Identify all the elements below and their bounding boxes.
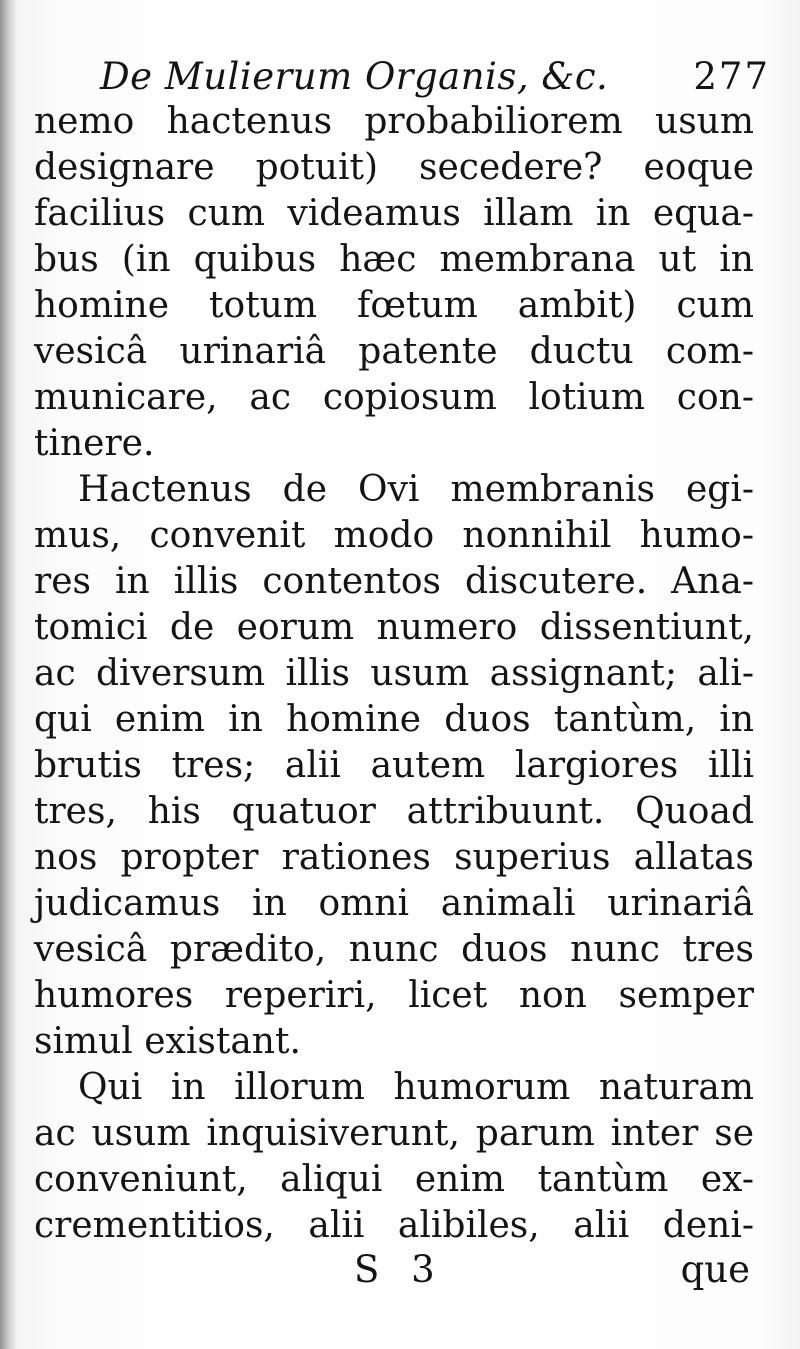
text-line: tres, his quatuor attribuunt. Quoad xyxy=(34,791,754,832)
text-line: nemo hactenus probabiliorem usum xyxy=(34,101,754,142)
text-line: vesicâ prædito, nunc duos nunc tres xyxy=(34,929,754,970)
text-line: conveniunt, aliqui enim tantùm ex- xyxy=(34,1159,754,1200)
text-line: mus, convenit modo nonnihil humo- xyxy=(34,515,754,556)
text-line: ac usum inquisiverunt, parum inter se xyxy=(34,1113,754,1154)
text-line: Qui in illorum humorum naturam xyxy=(78,1067,754,1108)
running-title: De Mulierum Organis, &c. xyxy=(100,55,609,98)
text-line: humores reperiri, licet non semper xyxy=(34,975,754,1016)
text-line: facilius cum videamus illam in equa- xyxy=(34,193,754,234)
text-line: res in illis contentos discutere. Ana- xyxy=(34,561,754,602)
page-number: 277 xyxy=(693,55,770,98)
text-line: ac diversum illis usum assignant; ali- xyxy=(34,653,754,694)
body-text xyxy=(34,99,754,1249)
page-header xyxy=(100,52,770,102)
text-line: designare potuit) secedere? eoque xyxy=(34,147,754,188)
text-line: brutis tres; alii autem largiores illi xyxy=(34,745,754,786)
catchword: que xyxy=(680,1248,750,1291)
text-line: tomici de eorum numero dissentiunt, xyxy=(34,607,754,648)
text-line: Hactenus de Ovi membranis egi- xyxy=(78,469,754,510)
text-line: qui enim in homine duos tantùm, in xyxy=(34,699,754,740)
text-line: bus (in quibus hæc membrana ut in xyxy=(34,239,754,280)
text-line: simul existant. xyxy=(34,1021,301,1062)
text-line: judicamus in omni animali urinariâ xyxy=(34,883,754,924)
spine-shadow xyxy=(0,0,18,1349)
text-line: crementitios, alii alibiles, alii deni- xyxy=(34,1205,754,1246)
text-line: municare, ac copiosum lotium con- xyxy=(34,377,754,418)
text-line: vesicâ urinariâ patente ductu com- xyxy=(34,331,754,372)
text-line: nos propter rationes superius allatas xyxy=(34,837,754,878)
text-line: homine totum fœtum ambit) cum xyxy=(34,285,754,326)
text-line: tinere. xyxy=(34,423,155,464)
signature-mark: S 3 xyxy=(354,1248,445,1291)
page-footer xyxy=(34,1240,750,1300)
